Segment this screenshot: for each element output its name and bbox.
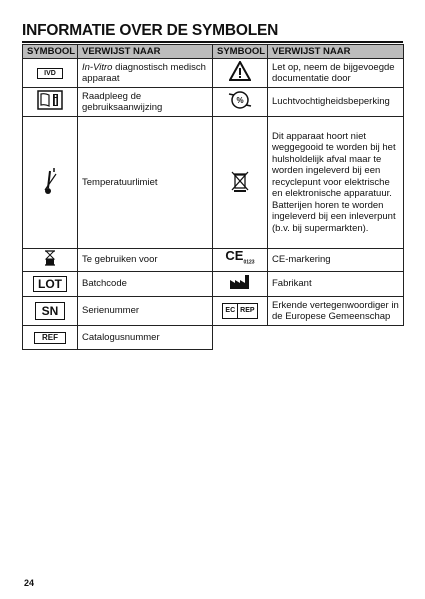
description-cell: Te gebruiken voor xyxy=(78,249,213,272)
table-row xyxy=(23,117,404,249)
ce-mark-icon: $CE_{0123}$ xyxy=(225,248,255,267)
header-symbool: SYMBOOL xyxy=(213,45,268,59)
description-cell: Batchcode xyxy=(78,272,213,297)
page-number: 24 xyxy=(24,578,35,588)
table-row xyxy=(23,297,404,326)
instructions-book-icon xyxy=(37,90,63,110)
symbol-cell xyxy=(23,249,78,272)
page-title: INFORMATIE OVER DE SYMBOLEN xyxy=(22,22,279,39)
table-row xyxy=(23,272,404,297)
symbol-cell xyxy=(213,249,268,272)
symbol-cell xyxy=(213,59,268,88)
header-symbool: SYMBOOL xyxy=(23,45,78,59)
description-cell: In-Vitro diagnostisch medisch apparaat xyxy=(78,59,213,88)
humidity-limit-icon xyxy=(227,89,253,111)
description-cell: Dit apparaat hoort niet weggegooid te worden bij het hulsholdelijk afval maar te worden ingeleverd bij een recyclepunt voor elektrische en elektronische apparatuur. Batterijen horen te worden ingeleverd bij een inleverpunt (b.v. bij supermarkten). xyxy=(268,117,404,249)
lot-box-icon: LOT xyxy=(33,276,67,292)
symbol-cell xyxy=(23,59,78,88)
description-cell: Serienummer xyxy=(78,297,213,326)
symbols-table xyxy=(22,44,404,350)
symbol-cell xyxy=(213,117,268,249)
description-cell: Fabrikant xyxy=(268,272,404,297)
description-cell: CE-markering xyxy=(268,249,404,272)
description-cell: Erkende vertegenwoordiger in de Europese Gemeenschap xyxy=(268,297,404,326)
symbol-cell xyxy=(213,297,268,326)
symbol-cell xyxy=(23,326,78,350)
symbol-cell xyxy=(213,88,268,117)
ref-box-icon: REF xyxy=(34,332,66,344)
symbol-cell xyxy=(23,297,78,326)
table-row xyxy=(23,326,404,350)
description-cell: Raadpleeg de gebruiksaanwijzing xyxy=(78,88,213,117)
factory-icon xyxy=(229,274,251,290)
crossed-bin-icon xyxy=(231,170,249,192)
description-cell: Luchtvochtigheidsbeperking xyxy=(268,88,404,117)
symbol-cell xyxy=(213,272,268,297)
sn-box-icon: SN xyxy=(35,302,66,320)
table-row xyxy=(23,59,404,88)
hourglass-icon xyxy=(44,250,56,266)
table-row xyxy=(23,88,404,117)
description-cell: Temperatuurlimiet xyxy=(78,117,213,249)
svg-text:%: % xyxy=(236,96,244,106)
description-cell: Catalogusnummer xyxy=(78,326,213,350)
description-cell: Let op, neem de bijgevoegde documentatie door xyxy=(268,59,404,88)
symbol-cell xyxy=(23,272,78,297)
title-underline xyxy=(22,41,403,43)
ec-rep-icon: EC REP xyxy=(222,303,257,319)
header-verwijst: VERWIJST NAAR xyxy=(78,45,213,59)
temperature-limit-icon xyxy=(42,166,58,196)
ivd-box-icon: IVD xyxy=(37,68,63,79)
header-verwijst: VERWIJST NAAR xyxy=(268,45,404,59)
symbol-cell xyxy=(23,88,78,117)
symbol-cell xyxy=(23,117,78,249)
table-header-row xyxy=(23,45,404,59)
warning-triangle-icon xyxy=(229,61,251,81)
table-row xyxy=(23,249,404,272)
